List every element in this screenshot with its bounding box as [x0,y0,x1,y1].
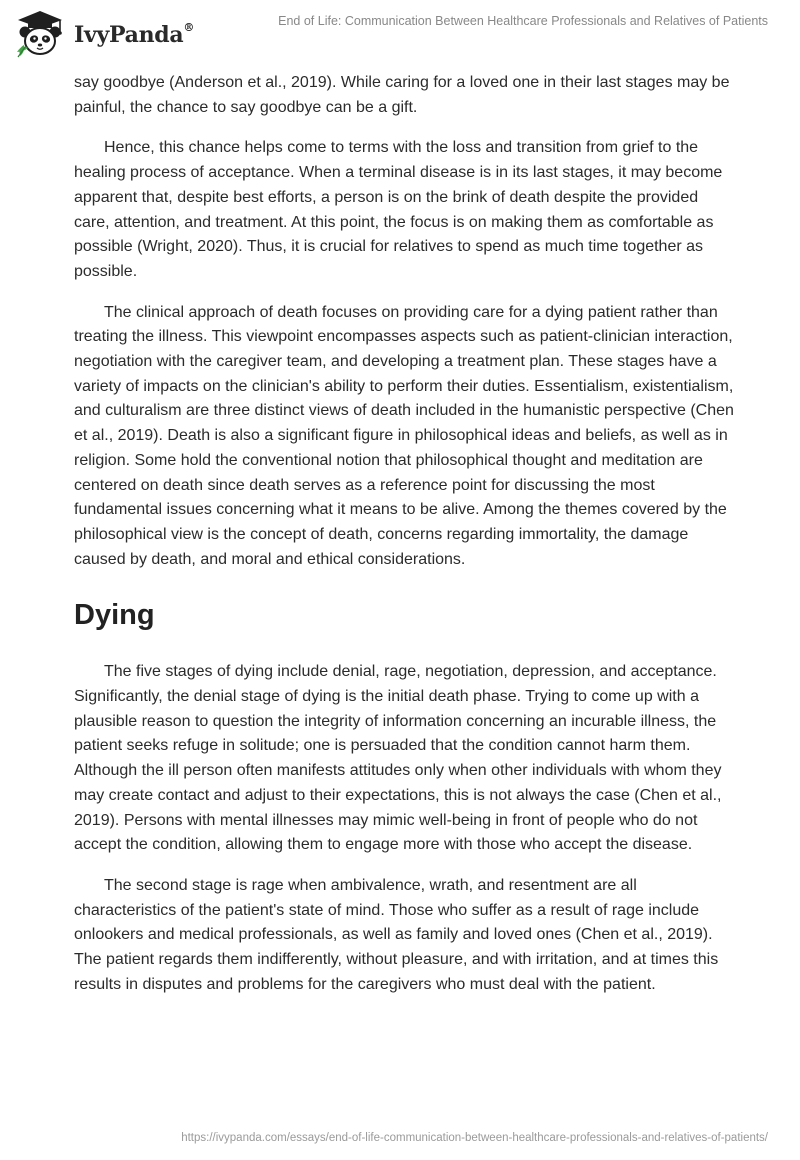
paragraph: The five stages of dying include denial, rage, negotiation, depression, and acceptance. Significantly, the denial stage of dying is the initial death phase. Trying to come up with a plausible reason to question the integrity of information concerning an incurable illness, the patient seeks refuge in solitude; one is persuaded that the condition cannot harm them. Although the ill person often manifests attitudes only when other individuals with whom they may create contact and adjust to their expectations, this is not always the case (Chen et al., 2019). Persons with mental illnesses may mimic well-being in front of people who do not accept the condition, allowing them to engage more with those who accept the disease. [74,663,722,854]
paragraph: Hence, this chance helps come to terms with the loss and transition from grief to the healing process of acceptance. When a terminal disease is in its last stages, it may become apparent that, despite best efforts, a person is on the brink of death despite the provided care, attention, and treatment. At this point, the focus is on making them as comfortable as possible (Wright, 2020). Thus, it is crucial for relatives to spend as much time together as possible. [74,139,723,280]
document-title: End of Life: Communication Between Healthcare Professionals and Relatives of Patients [278,14,768,28]
section-heading-dying: Dying [74,599,155,632]
source-url[interactable]: https://ivypanda.com/essays/end-of-life-communication-between-healthcare-professionals-and-relatives-of-patients/ [181,1132,768,1144]
ivypanda-logo[interactable] [14,8,194,58]
brand-name: IvyPanda® [74,20,195,48]
essay-body [74,71,734,998]
page-header [0,0,800,64]
paragraph: The second stage is rage when ambivalence, wrath, and resentment are all characteristics of the patient's state of mind. Those who suffer as a result of rage include onlookers and medical professionals, as well as family and loved ones (Chen et al., 2019). The patient regards them indifferently, without pleasure, and with irritation, and at times this results in disputes and problems for the caregivers who must deal with the patient. [74,876,719,993]
panda-graduate-logo-icon [14,8,72,58]
paragraph-continuation: say goodbye (Anderson et al., 2019). While caring for a loved one in their last stages may be painful, the chance to say goodbye can be a gift. [74,74,730,116]
paragraph: The clinical approach of death focuses on providing care for a dying patient rather than treating the illness. This viewpoint encompasses aspects such as patient-clinician interaction, negotiation with the caregiver team, and developing a treatment plan. These stages have a variety of impacts on the clinician's ability to perform their duties. Essentialism, existentialism, and culturalism are three distinct views of death included in the humanistic perspective (Chen et al., 2019). Death is also a significant figure in philosophical ideas and beliefs, as well as in religion. Some hold the conventional notion that philosophical thought and meditation are centered on death since death serves as a reference point for discussing the most fundamental issues concerning what it means to be alive. Among the themes covered by the philosophical view is the concept of death, concerns regarding immortality, the damage caused by death, and moral and ethical considerations. [74,303,734,568]
